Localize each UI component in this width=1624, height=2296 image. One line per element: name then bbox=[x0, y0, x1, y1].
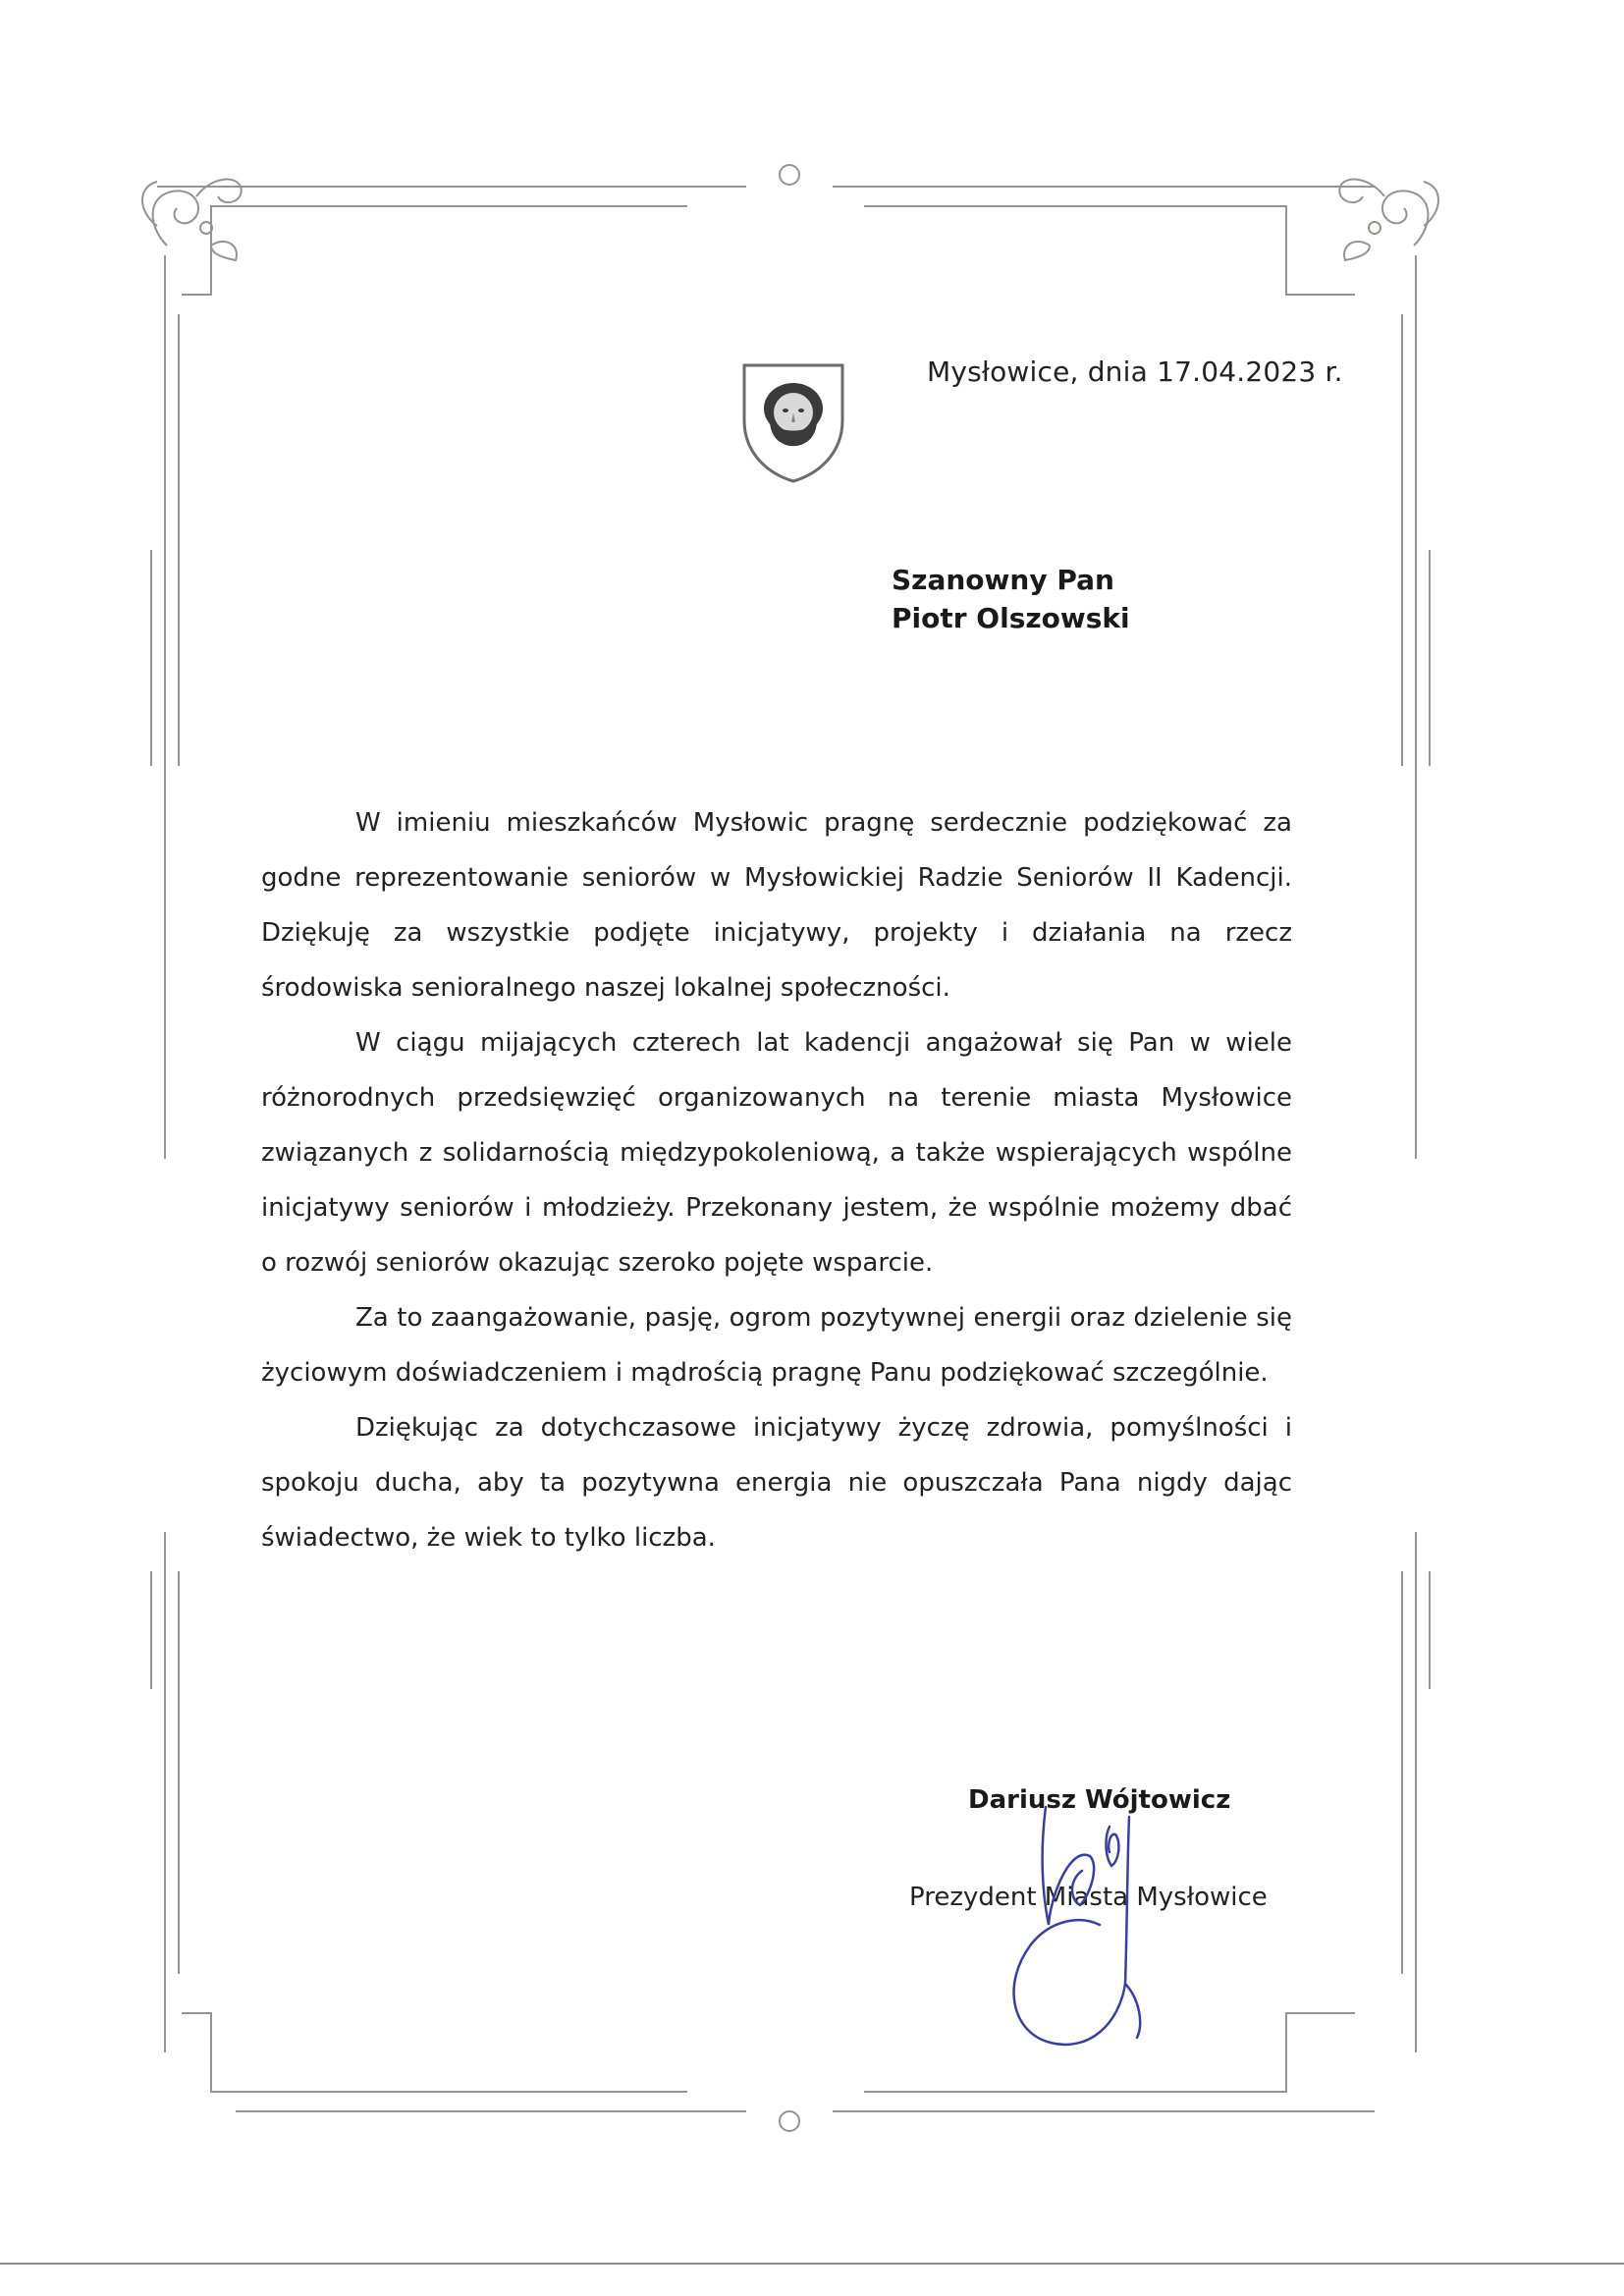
handwritten-signature bbox=[972, 1787, 1168, 2062]
city-crest-icon bbox=[740, 361, 846, 484]
signatory-title: Prezydent Miasta Mysłowice bbox=[909, 1883, 1268, 1912]
body-paragraph: Dziękując za dotychczasowe inicjatywy życzę zdrowia, pomyślności i spokoju ducha, aby ta pozytywna energia nie opuszczała Pana nigdy dając świadectwo, że wiek to tylko liczba. bbox=[261, 1413, 1292, 1553]
body-paragraph: W imieniu mieszkańców Mysłowic pragnę serdecznie podziękować za godne reprezentowanie seniorów w Mysłowickiej Radzie Seniorów II Kadencji. Dziękuję za wszystkie podjęte inicjatywy, projekty i działania na rzecz środowiska senioralnego naszej lokalnej społeczności. bbox=[261, 808, 1292, 1003]
recipient-name: Piotr Olszowski bbox=[892, 602, 1130, 634]
recipient-salutation: Szanowny Pan bbox=[892, 564, 1114, 596]
signatory-name: Dariusz Wójtowicz bbox=[968, 1785, 1231, 1815]
body-paragraph: W ciągu mijających czterech lat kadencji angażował się Pan w wiele różnorodnych przedsięwzięć organizowanych na terenie miasta Mysłowice związanych z solidarnością międzypokoleniową, a także wspierających wspólne inicjatywy seniorów i młodzieży. Przekonany jestem, że wspólnie możemy dbać o rozwój seniorów okazując szeroko pojęte wsparcie. bbox=[261, 1028, 1292, 1278]
page-bottom-rule bbox=[0, 2263, 1624, 2265]
letter-body bbox=[261, 795, 1292, 1565]
letter-date: Mysłowice, dnia 17.04.2023 r. bbox=[927, 355, 1343, 388]
body-paragraph: Za to zaangażowanie, pasję, ogrom pozytywnej energii oraz dzielenie się życiowym doświadczeniem i mądrością pragnę Panu podziękować szczególnie. bbox=[261, 1303, 1292, 1388]
